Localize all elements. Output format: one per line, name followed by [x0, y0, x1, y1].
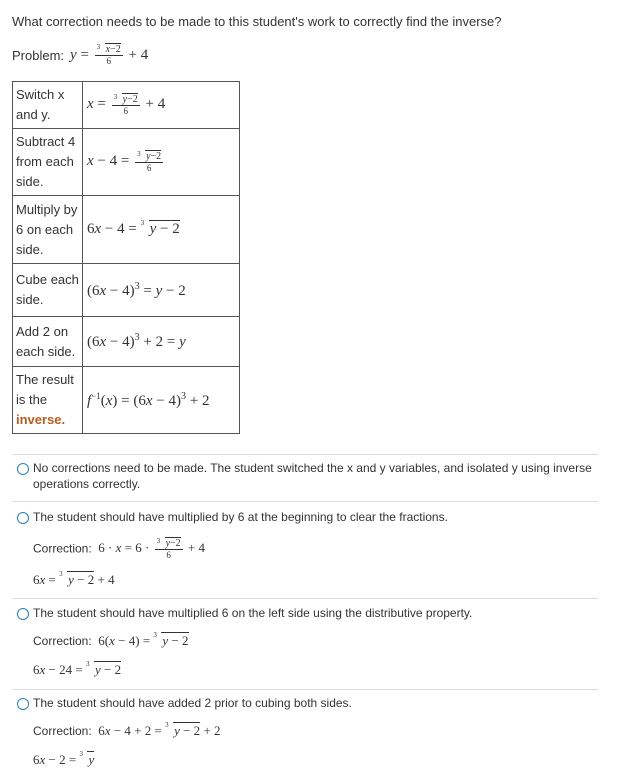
table-row: [13, 129, 240, 196]
option-2-radio[interactable]: [17, 512, 29, 524]
divider: [12, 598, 598, 599]
option-4-radio[interactable]: [17, 698, 29, 710]
option-3-correction-line2: 6x − 24 = 3 y − 2: [33, 660, 122, 677]
step-label: Add 2 on each side.: [13, 317, 83, 367]
option-2-correction-line2: 6x = 3 y − 2 + 4: [33, 570, 115, 587]
problem-equation: y = 3 x−2 6 + 4: [70, 43, 149, 66]
inverse-highlight: inverse.: [16, 412, 66, 427]
option-3-correction: Correction: 6(x − 4) = 3 y − 2: [33, 631, 189, 648]
option-1-text[interactable]: No corrections need to be made. The student switched the x and y variables, and isolated y using inverse operations correctly.: [33, 461, 592, 491]
step-equation: x = 3 y−2 6 + 4: [83, 82, 240, 129]
step-equation: $(6x - 4)^3 + 2 = y$: [83, 317, 240, 367]
step-equation: $(6x - 4)^3 = y - 2$: [83, 264, 240, 317]
divider: [12, 454, 598, 455]
table-row: [13, 82, 240, 129]
option-1-radio[interactable]: [17, 463, 29, 475]
divider: [12, 501, 598, 502]
option-2-text[interactable]: The student should have multiplied by 6 at the beginning to clear the fractions.: [33, 510, 448, 524]
step-label: Switch x and y.: [13, 82, 83, 129]
option-4-text[interactable]: The student should have added 2 prior to cubing both sides.: [33, 696, 352, 710]
step-equation: x − 4 = 3 y−2 6: [83, 129, 240, 196]
table-row: [13, 264, 240, 317]
option-4-correction-line2: 6x − 2 = 3 y: [33, 750, 95, 767]
option-2-correction: Correction: 6 · x = 6 · 3 y−2 6 + 4: [33, 537, 206, 560]
table-row: [13, 367, 240, 434]
step-label: Subtract 4 from each side.: [13, 129, 83, 196]
option-3-radio[interactable]: [17, 608, 29, 620]
problem-label: Problem:: [12, 48, 65, 63]
table-row: [13, 196, 240, 264]
problem-statement: [12, 44, 148, 67]
option-3-text[interactable]: The student should have multiplied 6 on the left side using the distributive property.: [33, 606, 473, 620]
step-equation: $f^{-1}(x) = (6x - 4)^3 + 2$: [83, 367, 240, 434]
step-label: Cube each side.: [13, 264, 83, 317]
step-label: The result is the inverse.: [13, 367, 83, 434]
student-work-table: [12, 81, 240, 434]
question-text: What correction needs to be made to this student's work to correctly find the inverse?: [12, 14, 502, 29]
step-label: Multiply by 6 on each side.: [13, 196, 83, 264]
divider: [12, 689, 598, 690]
option-4-correction: Correction: 6x − 4 + 2 = 3 y − 2 + 2: [33, 721, 221, 738]
table-row: [13, 317, 240, 367]
step-equation: 6x − 4 = 3 y − 2: [83, 196, 240, 264]
